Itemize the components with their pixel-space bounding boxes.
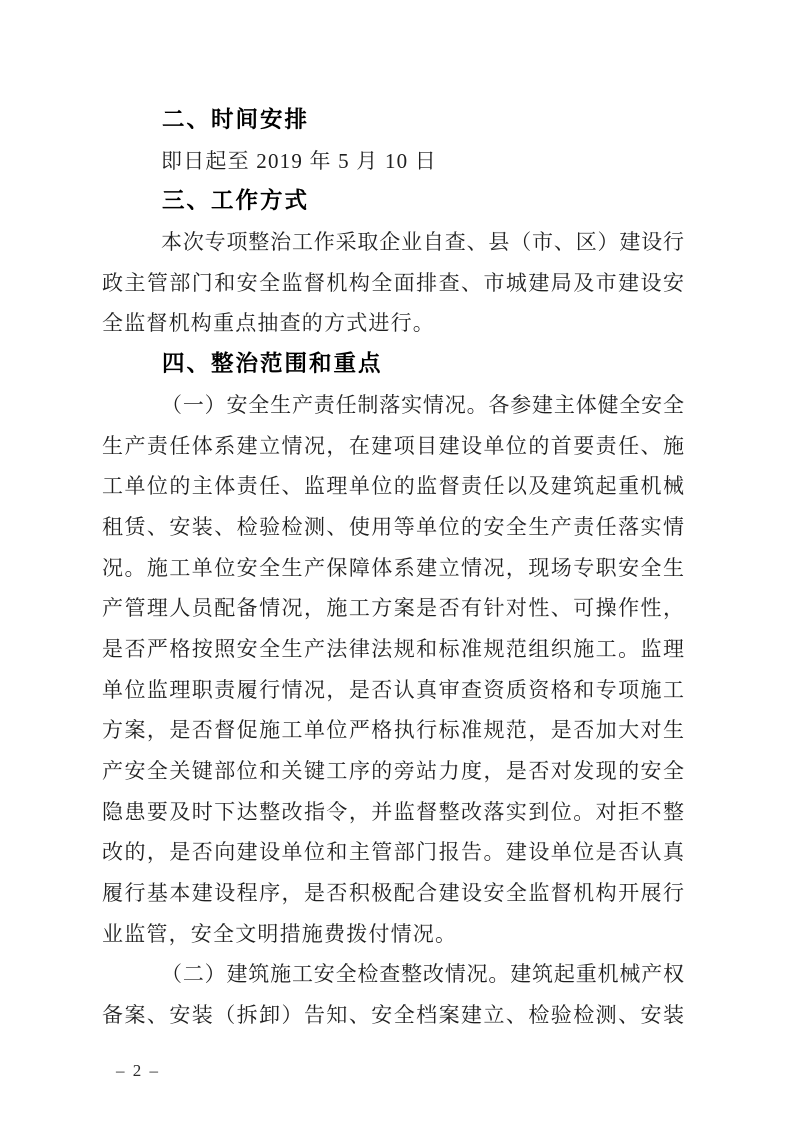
paragraph-line: 本次专项整治工作采取企业自查、县（市、区）建设行 — [161, 230, 684, 255]
paragraph-line: 即日起至 2019 年 5 月 10 日 — [161, 148, 437, 173]
paragraph-line: 备案、安装（拆卸）告知、安全档案建立、检验检测、安装 — [102, 1003, 684, 1028]
section-heading-time: 二、时间安排 — [162, 107, 310, 132]
paragraph-line: 政主管部门和安全监督机构全面排查、市城建局及市建设安 — [102, 270, 684, 295]
paragraph-line: 工单位的主体责任、监理单位的监督责任以及建筑起重机械 — [102, 474, 684, 499]
paragraph-line: 隐患要及时下达整改指令，并监督整改落实到位。对拒不整 — [102, 799, 684, 824]
paragraph-line: 产安全关键部位和关键工序的旁站力度，是否对发现的安全 — [102, 759, 684, 783]
paragraph-line: 业监管，安全文明措施费拨付情况。 — [102, 921, 458, 946]
paragraph-line: （一）安全生产责任制落实情况。各参建主体健全安全 — [161, 392, 684, 417]
paragraph-line: 生产责任体系建立情况，在建项目建设单位的首要责任、施 — [102, 433, 684, 458]
paragraph-line: 履行基本建设程序，是否积极配合建设安全监督机构开展行 — [102, 881, 684, 906]
document-body — [102, 100, 684, 1036]
section-heading-scope: 四、整治范围和重点 — [162, 351, 383, 377]
paragraph-line: 方案，是否督促施工单位严格执行标准规范，是否加大对生 — [102, 718, 684, 743]
paragraph-line: 单位监理职责履行情况，是否认真审查资质资格和专项施工 — [102, 677, 684, 702]
paragraph-line: 况。施工单位安全生产保障体系建立情况，现场专职安全生 — [102, 555, 684, 580]
paragraph-line: 是否严格按照安全生产法律法规和标准规范组织施工。监理 — [102, 636, 684, 661]
paragraph-line: 租赁、安装、检验检测、使用等单位的安全生产责任落实情 — [102, 514, 684, 539]
section-heading-method: 三、工作方式 — [162, 188, 310, 214]
paragraph-line: 产管理人员配备情况，施工方案是否有针对性、可操作性， — [102, 596, 684, 621]
page-number: – 2 – — [116, 1061, 160, 1080]
paragraph-line: 改的，是否向建设单位和主管部门报告。建设单位是否认真 — [102, 840, 684, 865]
paragraph-line: （二）建筑施工安全检查整改情况。建筑起重机械产权 — [161, 962, 684, 987]
paragraph-line: 全监督机构重点抽查的方式进行。 — [102, 311, 435, 336]
